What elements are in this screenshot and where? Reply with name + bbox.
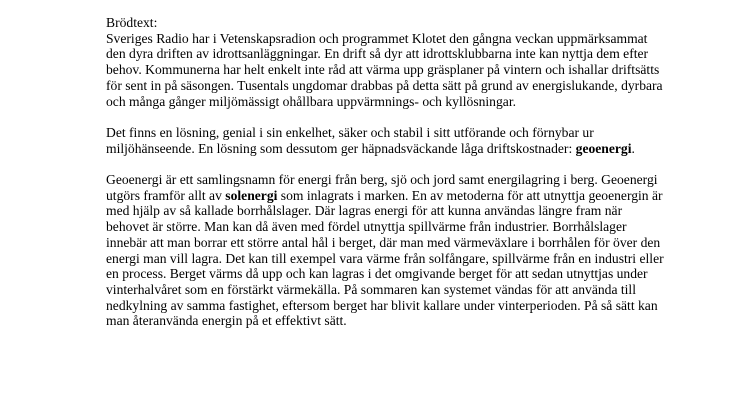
paragraph-geoenergy bbox=[106, 172, 666, 329]
keyword-geoenergi: geoenergi bbox=[575, 140, 632, 156]
paragraph-geoenergy-rest: som inlagrats i marken. En av metoderna för att utnyttja geoenergin är med hjälp av så kallade borrhålslager. Där lagras energi för att kunna användas längre fram när behovet är större. Man kan då även med fördel utnyttja spillvärme från industrier. Borrhålslager innebär att man borrar ett större antal hål i berget, där man med värmeväxlare i borrhålen för över den energi man vill lagra. Det kan till exempel vara värme från solfångare, spillvärme från en industri eller en process. Berget värms då upp och kan lagras i det omgivande berget för att sedan utnyttjas under vinterhalvåret som en förstärkt värmekälla. På sommaren kan systemet vändas för att använda till nedkylning av samma fastighet, eftersom berget har blivit kallare under vinterperioden. På så sätt kan man återanvända energin på et effektivt sätt. bbox=[106, 187, 664, 329]
paragraph-intro: Sveriges Radio har i Vetenskapsradion och programmet Klotet den gångna veckan uppmärksammat den dyra driften av idrottsanläggningar. En drift så dyr att idrottsklubbarna inte kan nyttja dem efter behov. Kommunerna har helt enkelt inte råd att värma upp gräsplaner på vintern och ishallar driftsätts för sent in på säsongen. Tusentals ungdomar drabbas på detta sätt på grund av energislukande, dyrbara och många gånger miljömässigt ohållbara uppvärmnings- och kyllösningar. bbox=[106, 30, 663, 109]
document-body bbox=[106, 15, 666, 345]
paragraph-solution-text: Det finns en lösning, genial i sin enkelhet, säker och stabil i sitt utförande och förnybar ur miljöhänseende. En lösning som dessutom ger häpnadsväckande låga driftskostnader: bbox=[106, 124, 594, 156]
paragraph-solution-end: . bbox=[631, 140, 635, 156]
paragraph-geoenergy-start: Geoenergi är ett samlingsnamn för energi från berg, sjö och jord samt energilagring i berg. Geoenergi utgörs framför allt av bbox=[106, 172, 658, 203]
keyword-solenergi: solenergi bbox=[225, 187, 278, 203]
paragraph-solution bbox=[106, 125, 666, 156]
section-heading: Brödtext: bbox=[106, 15, 158, 30]
